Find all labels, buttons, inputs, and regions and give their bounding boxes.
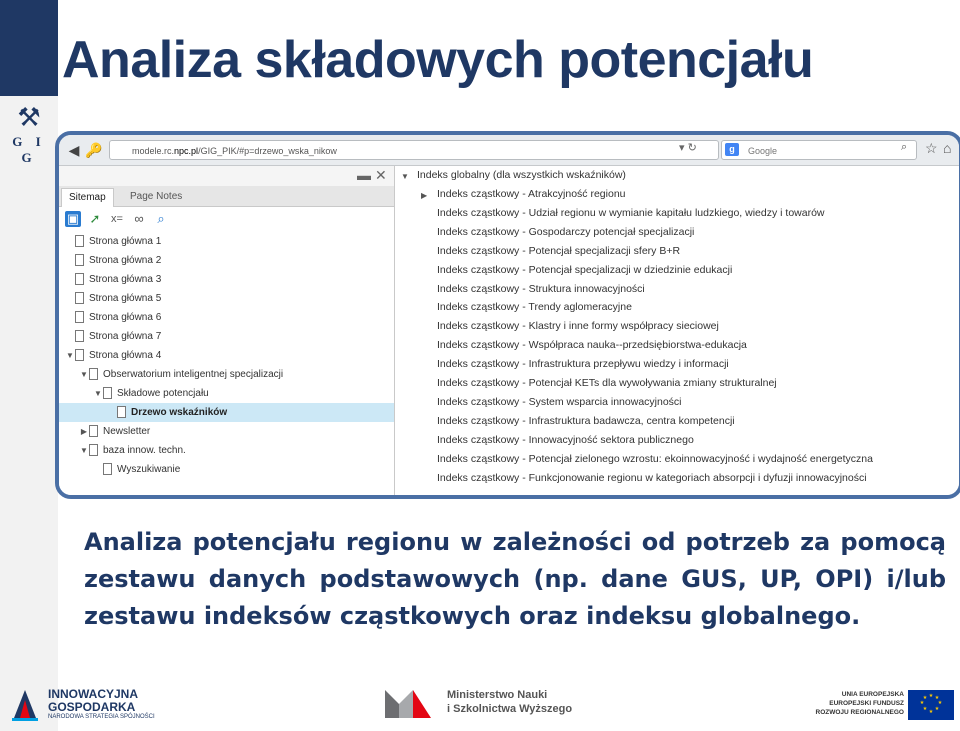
eu-line1: UNIA EUROPEJSKA (841, 691, 904, 698)
page-icon (75, 273, 84, 285)
key-icon[interactable]: 🔑 (85, 142, 103, 158)
home-icon[interactable]: ⌂ (943, 140, 952, 156)
ministry-text (447, 688, 572, 716)
index-item[interactable]: Indeks cząstkowy - Potencjał specjalizacji sfery B+R (437, 244, 681, 257)
sitemap-pane-header (59, 166, 394, 186)
sitemap-item[interactable] (59, 232, 394, 251)
index-item[interactable]: Indeks cząstkowy - Potencjał KETs dla wywoływania zmiany strukturalnej (437, 377, 777, 389)
collapse-arrow-icon[interactable]: ▼ (94, 389, 102, 398)
slide-body-text: Analiza potencjału regionu w zależności od potrzeb za pomocą zestawu danych podstawowych (np. dane GUS, UP, OPI) i/lub zestawu indeksów cząstkowych oraz indeksu globalnego. (84, 528, 946, 630)
minimize-icon[interactable]: ▬ (357, 167, 371, 183)
index-item[interactable]: Indeks cząstkowy - Potencjał specjalizacji w dziedzinie edukacji (437, 263, 733, 276)
index-item[interactable]: Indeks cząstkowy - Potencjał zielonego wzrostu: ekoinnowacyjność i wydajność energetyczna (437, 452, 873, 465)
sitemap-item-label: Strona główna 6 (89, 312, 162, 323)
index-item[interactable]: Indeks cząstkowy - Trendy aglomeracyjne (437, 301, 632, 314)
eu-logo (812, 688, 957, 724)
sitemap-item[interactable] (59, 327, 394, 346)
eu-text (812, 690, 904, 717)
variables-icon[interactable]: x= (111, 213, 123, 225)
svg-text:★: ★ (922, 695, 928, 701)
sitemap-item[interactable] (59, 384, 394, 403)
sitemap-item-label: Składowe potencjału (117, 388, 209, 399)
link-icon[interactable]: ∞ (134, 211, 144, 226)
reload-icon[interactable]: ▾ ↻ (679, 142, 697, 154)
ig-line3: NARODOWA STRATEGIA SPÓJNOŚCI (48, 714, 155, 720)
ministry-line2: i Szkolnictwa Wyższego (447, 703, 573, 715)
index-item[interactable]: Indeks cząstkowy - Struktura innowacyjności (437, 282, 645, 295)
browser-screenshot (55, 131, 960, 499)
google-icon[interactable]: g (725, 143, 739, 156)
tools-icon: ⚒ (17, 102, 41, 132)
index-tree-pane (395, 166, 959, 495)
tab-page-notes[interactable]: Page Notes (130, 191, 183, 202)
url-domain: npc.pl (174, 146, 199, 156)
eu-line3: ROZWOJU REGIONALNEGO (815, 709, 904, 716)
expand-arrow-icon[interactable]: ▶ (80, 427, 88, 436)
ig-line1: INNOWACYJNA (48, 687, 139, 701)
sitemap-item[interactable] (59, 403, 394, 422)
sitemap-item-label: Strona główna 7 (89, 331, 162, 342)
footer-logos (0, 676, 960, 731)
page-icon (103, 387, 112, 399)
gig-logo (4, 100, 54, 165)
sitemap-item[interactable] (59, 460, 394, 479)
index-item[interactable]: Indeks cząstkowy - Infrastruktura badawcza, centra kompetencji (437, 414, 735, 427)
index-item[interactable]: Indeks cząstkowy - Funkcjonowanie regionu w kategoriach absorpcji i dyfuzji innowacyjności (437, 471, 867, 484)
index-item[interactable]: Indeks cząstkowy - Gospodarczy potencjał specjalizacji (437, 225, 695, 238)
sitemap-item[interactable] (59, 289, 394, 308)
slide-title: Analiza składowych potencjału (62, 31, 814, 89)
url-bar[interactable] (109, 140, 719, 160)
ministry-mark-icon (385, 690, 431, 718)
page-icon (89, 444, 98, 456)
svg-text:★: ★ (922, 706, 928, 712)
sitemap-item-label: Strona główna 2 (89, 255, 162, 266)
index-item[interactable]: Indeks cząstkowy - Współpraca nauka--przedsiębiorstwa-edukacja (437, 339, 747, 352)
index-item[interactable]: Indeks cząstkowy - Innowacyjność sektora publicznego (437, 433, 694, 446)
sitemap-item-label: Wyszukiwanie (117, 464, 181, 475)
sitemap-item[interactable] (59, 365, 394, 384)
index-item[interactable]: Indeks cząstkowy - Infrastruktura przepływu wiedzy i informacji (437, 358, 729, 371)
page-icon (75, 235, 84, 247)
ig-title (48, 688, 138, 714)
sitemap-item[interactable] (59, 308, 394, 327)
tab-sitemap[interactable]: Sitemap (61, 188, 114, 207)
collapse-arrow-icon[interactable]: ▼ (401, 172, 409, 181)
browser-toolbar (59, 135, 959, 166)
close-icon[interactable]: ✕ (375, 167, 387, 183)
pointer-icon[interactable]: ➚ (89, 211, 101, 226)
collapse-arrow-icon[interactable]: ▼ (66, 351, 74, 360)
index-item[interactable]: Indeks cząstkowy - Udział regionu w wymianie kapitału ludzkiego, wiedzy i towarów (437, 206, 825, 219)
page-icon (75, 349, 84, 361)
url-suffix: /GIG_PIK/#p=drzewo_wska_nikow (198, 146, 337, 156)
sitemap-item-label: Newsletter (103, 426, 151, 437)
svg-text:★: ★ (919, 700, 925, 706)
svg-text:★: ★ (937, 700, 943, 706)
ig-line2: GOSPODARKA (48, 700, 136, 714)
search-icon[interactable]: ⌕ (901, 141, 908, 153)
sitemap-item-label: baza innow. techn. (103, 445, 186, 456)
left-strip-top (0, 0, 58, 96)
sitemap-item-label: Drzewo wskaźników (131, 407, 228, 418)
page-icon (89, 368, 98, 380)
sitemap-pane (59, 166, 395, 495)
index-root[interactable]: Indeks globalny (dla wszystkich wskaźników) (417, 169, 626, 181)
page-icon (75, 330, 84, 342)
collapse-arrow-icon[interactable]: ▼ (80, 370, 88, 379)
sitemap-item[interactable] (59, 346, 394, 365)
sitemap-item[interactable] (59, 441, 394, 460)
ig-star-icon (10, 688, 40, 722)
sitemap-item-label: Strona główna 5 (89, 293, 162, 304)
svg-text:★: ★ (934, 695, 940, 701)
page-icon (75, 254, 84, 266)
search-icon[interactable]: ⌕ (157, 211, 165, 226)
ministry-line1: Ministerstwo Nauki (447, 689, 548, 701)
page-icon (89, 425, 98, 437)
back-arrow-icon[interactable]: ◀ (68, 142, 80, 158)
sitemap-item[interactable] (59, 422, 394, 441)
sitemap-item-label: Strona główna 4 (89, 350, 162, 361)
page-icon (103, 463, 112, 475)
index-item[interactable]: Indeks cząstkowy - Klastry i inne formy współpracy sieciowej (437, 320, 719, 333)
sitemap-item-label: Obserwatorium inteligentnej specjalizacji (103, 369, 284, 380)
page-icon (75, 292, 84, 304)
page-view-icon[interactable]: ▣ (66, 211, 80, 226)
sitemap-toolbar (59, 208, 394, 230)
eu-flag-icon (908, 690, 954, 720)
page-icon (75, 311, 84, 323)
eu-line2: EUROPEJSKI FUNDUSZ (829, 700, 904, 707)
url-prefix: modele.rc. (132, 146, 175, 156)
innowacyjna-gospodarka-logo (10, 686, 160, 726)
index-item[interactable]: Indeks cząstkowy - System wsparcia innowacyjności (437, 395, 682, 408)
page-icon (117, 406, 126, 418)
sitemap-tabs (59, 186, 394, 207)
svg-text:★: ★ (934, 706, 940, 712)
left-strip-body (0, 96, 58, 731)
bookmark-star-icon[interactable]: ☆ (925, 140, 938, 156)
sitemap-item-label: Strona główna 3 (89, 274, 162, 285)
sitemap-item-label: Strona główna 1 (89, 236, 162, 247)
svg-text:★: ★ (928, 709, 934, 715)
ministry-logo (385, 688, 585, 724)
expand-arrow-icon[interactable]: ▶ (421, 191, 428, 200)
left-strip (0, 0, 58, 731)
sitemap-item[interactable] (59, 251, 394, 270)
collapse-arrow-icon[interactable]: ▼ (80, 446, 88, 455)
gig-logo-text: G I G (12, 134, 46, 165)
sitemap-item[interactable] (59, 270, 394, 289)
search-input[interactable]: Google (721, 140, 917, 160)
svg-text:★: ★ (928, 693, 934, 699)
index-item[interactable]: Indeks cząstkowy - Atrakcyjność regionu (437, 188, 626, 200)
